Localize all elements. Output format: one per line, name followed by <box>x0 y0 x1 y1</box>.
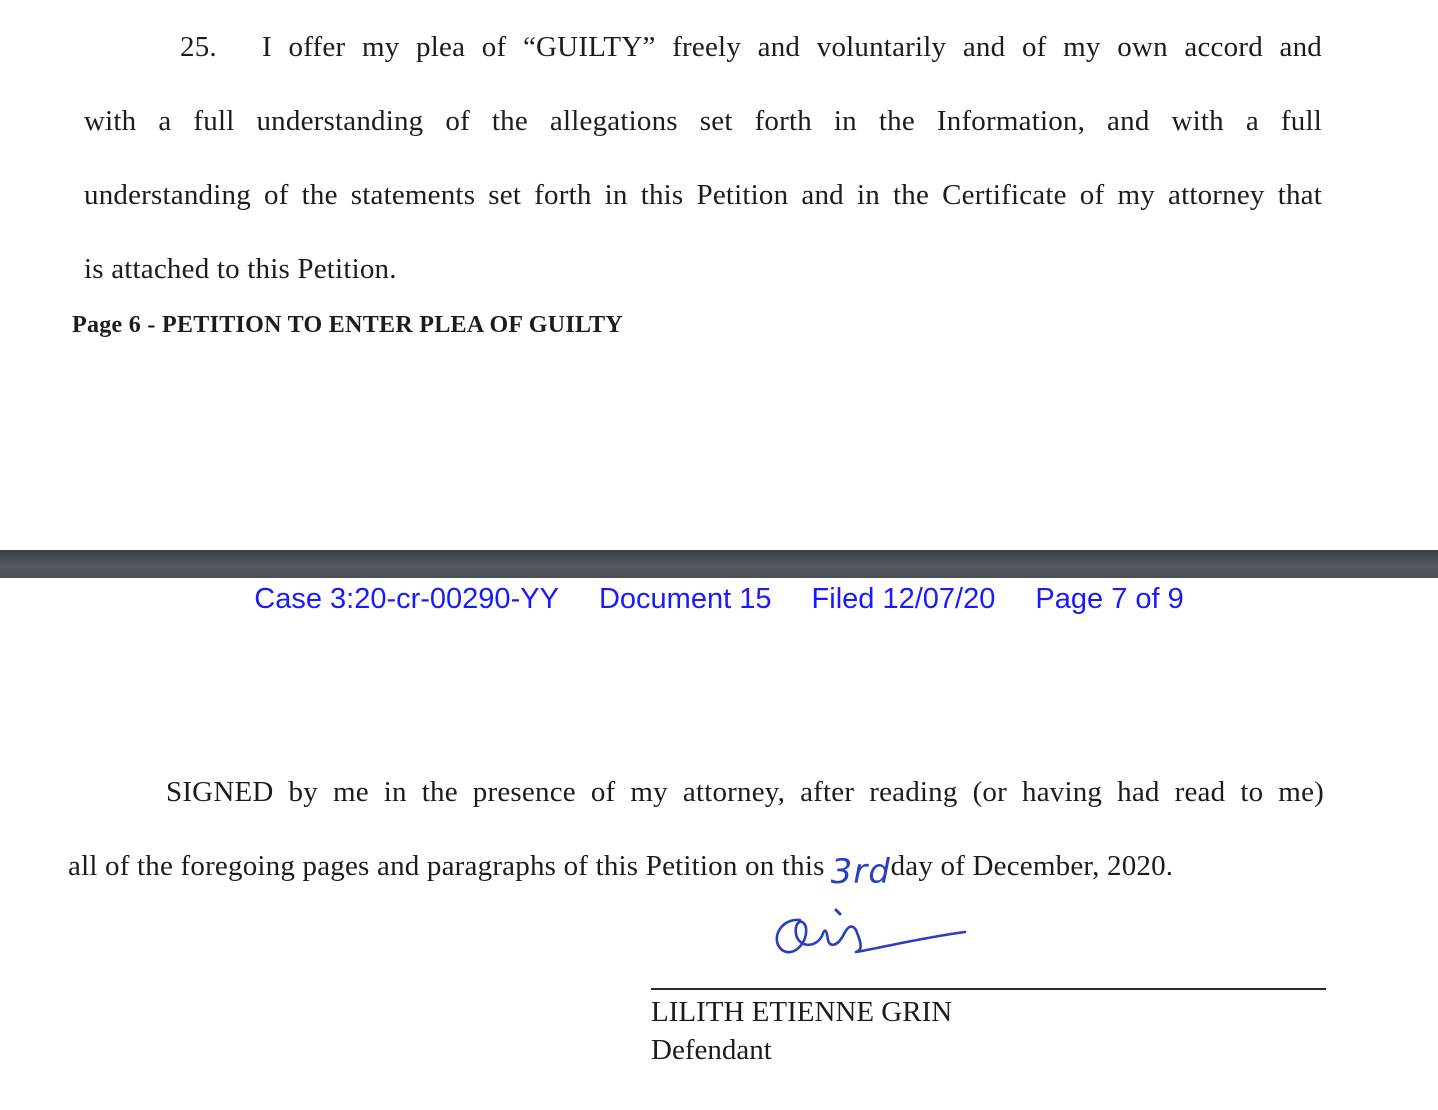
signed-line-1: SIGNED by me in the presence of my attorney, after reading (or having had read to me) <box>166 776 1324 808</box>
case-number: Case 3:20-cr-00290-YY <box>254 583 559 615</box>
paragraph-line-2: with a full understanding of the allegations set forth in the Information, and with a full <box>84 105 1322 137</box>
filed-date: Filed 12/07/20 <box>811 583 996 615</box>
paragraph-line-3: understanding of the statements set forth in this Petition and in the Certificate of my attorney that <box>84 179 1322 211</box>
paragraph-line-4: is attached to this Petition. <box>84 253 397 285</box>
handwritten-day: 3rd <box>830 852 891 892</box>
signed-line-2: all of the foregoing pages and paragraphs of this Petition on this 3rd day of December, 2020. <box>68 829 1324 903</box>
signer-name: LILITH ETIENNE GRIN <box>651 996 953 1028</box>
signature-image <box>760 890 980 970</box>
signed-statement <box>68 755 1324 903</box>
paragraph-number: 25. <box>180 31 217 63</box>
page-footer: Page 6 - PETITION TO ENTER PLEA OF GUILTY <box>72 312 624 338</box>
page-count: Page 7 of 9 <box>1035 583 1184 615</box>
signer-role: Defendant <box>651 1034 772 1066</box>
signature-line <box>651 988 1326 990</box>
document-number: Document 15 <box>598 583 772 615</box>
page-separator <box>0 550 1438 578</box>
ecf-filing-header <box>0 583 1438 616</box>
paragraph-25 <box>84 10 1322 306</box>
paragraph-line-1: 25. I offer my plea of “GUILTY” freely and voluntarily and of my own accord and <box>84 10 1322 84</box>
previous-page-section <box>0 0 1438 550</box>
